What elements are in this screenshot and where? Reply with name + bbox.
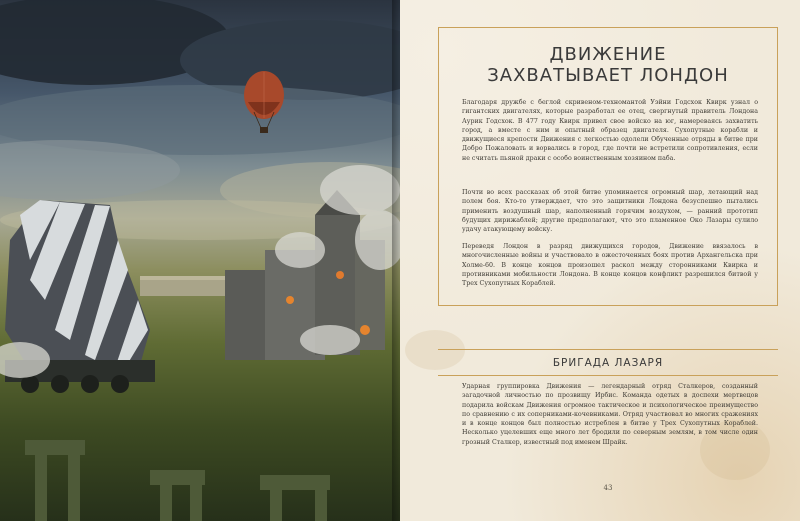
- title-line-2: ЗАХВАТЫВАЕТ ЛОНДОН: [487, 65, 729, 86]
- paragraph-2: Почти во всех рассказах об этой битве упоминается огромный шар, летающий над полем боя. Кто-то утверждает, что это защитники Лондона безуспешно пытались применить воздушный шар, наполненный горячим воздухом, — ранний прототип будущих дирижаблей; другие предполагают, что это пламенное Око Лазары сулило удачу атакующему войску.: [462, 189, 758, 234]
- section-title: БРИГАДА ЛАЗАРЯ: [552, 357, 664, 369]
- page-title: [438, 44, 778, 86]
- section-paragraph: Ударная группировка Движения — легендарный отряд Сталкеров, созданный загадочной личностью по прозвищу Ирбис. Команда одетых в доспехи мертвецов подарила войскам Движения огромное тактическое и психологическое преимущество по сравнению с их соперниками-кочевниками. Отряд участвовал во многих сражениях и в конце концов был полностью истреблен в битве у Трех Сухопутных Кораблей. Несколько уцелевших еще много лет бродили по северным землям, в том числе один грозный Сталкер, известный под именем Шрайк.: [462, 383, 758, 446]
- foreground-stones: [25, 440, 330, 521]
- section-rule-bottom: [438, 375, 778, 376]
- page-gutter-shadow: [392, 0, 400, 521]
- title-line-1: ДВИЖЕНИЕ: [549, 44, 667, 65]
- section-rule-top: [438, 349, 778, 350]
- paragraph-1: Благодаря дружбе с беглой скривеном-техномантой Уэйни Годсхок Квирк узнал о гигантских двигателях, которые разработал ее отец, свергнутый правитель Лондона Аурик Годсхок. В 477 году Квирк привел свое войско на юг, намереваясь захватить город, а вместе с ним и опытный образец двигателя. Сухопутные корабли и движущиеся крепости Движения с легкостью одолели Обученные отряды в битве при Добро Пожаловать и ворвались в город, где почти не встретили сопротивления, если не считать пьяной драки с особо воинственным хозяином паба.: [462, 99, 758, 162]
- page-number: 43: [603, 484, 613, 492]
- paragraph-3: Переведя Лондон в разряд движущихся городов, Движение ввязалось в многочисленные войны и участвовало в ожесточенных боях против Архангельска при Холме-60. В конце концов произошел раскол между сторонниками Квирка и противниками мобильности Лондона. В конце концов конфликт разрешился битвой у Трех Сухопутных Кораблей.: [462, 243, 758, 288]
- text-page: [400, 0, 800, 521]
